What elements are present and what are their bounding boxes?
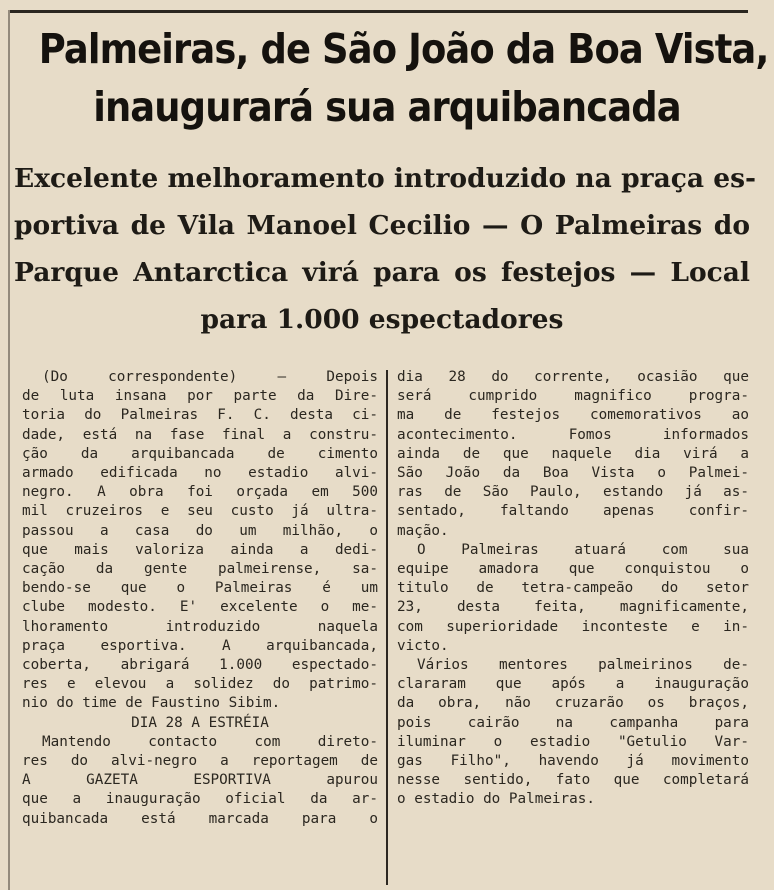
subhead-line-2: portiva de Vila Manoel Cecilio — O Palmeiras do — [14, 210, 750, 241]
text-line: victo. — [397, 637, 449, 654]
subheadline — [14, 155, 757, 343]
text-line: nesse sentido, fato que completará — [397, 772, 749, 789]
text-line: dia 28 do corrente, ocasião que — [397, 369, 749, 385]
text-line: res do alvi-negro a reportagem de — [22, 753, 378, 770]
headline — [38, 20, 769, 136]
text-line: passou a casa do um milhão, o — [22, 522, 378, 539]
text-line: ção da arquibancada de cimento — [22, 445, 378, 462]
headline-line-2: inaugurará sua arquibancada — [93, 83, 681, 131]
subhead-line-1: Excelente melhoramento introduzido na praça es- — [14, 163, 757, 194]
text-line: negro. A obra foi orçada em 500 — [22, 484, 378, 501]
text-line: A GAZETA ESPORTIVA apurou — [22, 772, 378, 789]
text-line: 23, desta feita, magnificamente, — [397, 599, 749, 616]
text-line: o estadio do Palmeiras. — [397, 791, 595, 808]
text-line: de luta insana por parte da Dire- — [22, 388, 378, 405]
text-line: iluminar o estadio "Getulio Var- — [397, 733, 749, 750]
text-line: da obra, não cruzarão os braços, — [397, 695, 749, 712]
section-subheading: DIA 28 A ESTRÉIA — [131, 714, 269, 731]
text-line: armado edificada no estadio alvi- — [22, 465, 378, 482]
text-line: mação. — [397, 522, 449, 539]
subhead-line-4: para 1.000 espectadores — [200, 304, 564, 335]
text-line: pois cairão na campanha para — [397, 714, 749, 731]
text-line: será cumprido magnifico progra- — [397, 388, 749, 405]
text-line: gas Filho", havendo já movimento — [397, 753, 749, 770]
text-line: dade, está na fase final a constru- — [22, 426, 378, 443]
text-line: O Palmeiras atuará com sua — [417, 541, 749, 558]
text-line: lhoramento introduzido naquela — [22, 618, 378, 635]
text-line: (Do correspondente) — Depois — [42, 369, 378, 385]
text-line: sentado, faltando apenas confir- — [397, 503, 749, 520]
column-divider — [386, 370, 388, 885]
subhead-line-3: Parque Antarctica virá para os festejos — Local — [14, 257, 750, 288]
left-column-rule — [8, 10, 10, 890]
article-column-right — [397, 368, 749, 810]
text-line: Mantendo contacto com direto- — [42, 733, 378, 750]
text-line: São João da Boa Vista o Palmei- — [397, 465, 749, 482]
text-line: toria do Palmeiras F. C. desta ci- — [22, 407, 378, 424]
text-line: ainda de que naquele dia virá a — [397, 445, 749, 462]
text-line: ma de festejos comemorativos ao — [397, 407, 749, 424]
text-line: bendo-se que o Palmeiras é um — [22, 580, 378, 597]
text-line: clararam que após a inauguração — [397, 676, 749, 693]
text-line: clube modesto. E' excelente o me- — [22, 599, 378, 616]
headline-line-1: Palmeiras, de São João da Boa Vista, — [38, 25, 769, 73]
text-line: nio do time de Faustino Sibim. — [22, 695, 281, 712]
text-line: Vários mentores palmeirinos de- — [417, 657, 749, 674]
text-line: titulo de tetra-campeão do setor — [397, 580, 749, 597]
text-line: cação da gente palmeirense, sa- — [22, 561, 378, 578]
text-line: quibancada está marcada para o — [22, 810, 378, 827]
text-line: equipe amadora que conquistou o — [397, 561, 749, 578]
text-line: que a inauguração oficial da ar- — [22, 791, 378, 808]
top-rule — [10, 10, 748, 13]
article-column-left — [22, 368, 378, 829]
text-line: com superioridade inconteste e in- — [397, 618, 749, 635]
text-line: res e elevou a solidez do patrimo- — [22, 676, 378, 693]
text-line: coberta, abrigará 1.000 espectado- — [22, 657, 378, 674]
text-line: mil cruzeiros e seu custo já ultra- — [22, 503, 378, 520]
text-line: praça esportiva. A arquibancada, — [22, 637, 378, 654]
text-line: acontecimento. Fomos informados — [397, 426, 749, 443]
text-line: ras de São Paulo, estando já as- — [397, 484, 749, 501]
text-line: que mais valoriza ainda a dedi- — [22, 541, 378, 558]
